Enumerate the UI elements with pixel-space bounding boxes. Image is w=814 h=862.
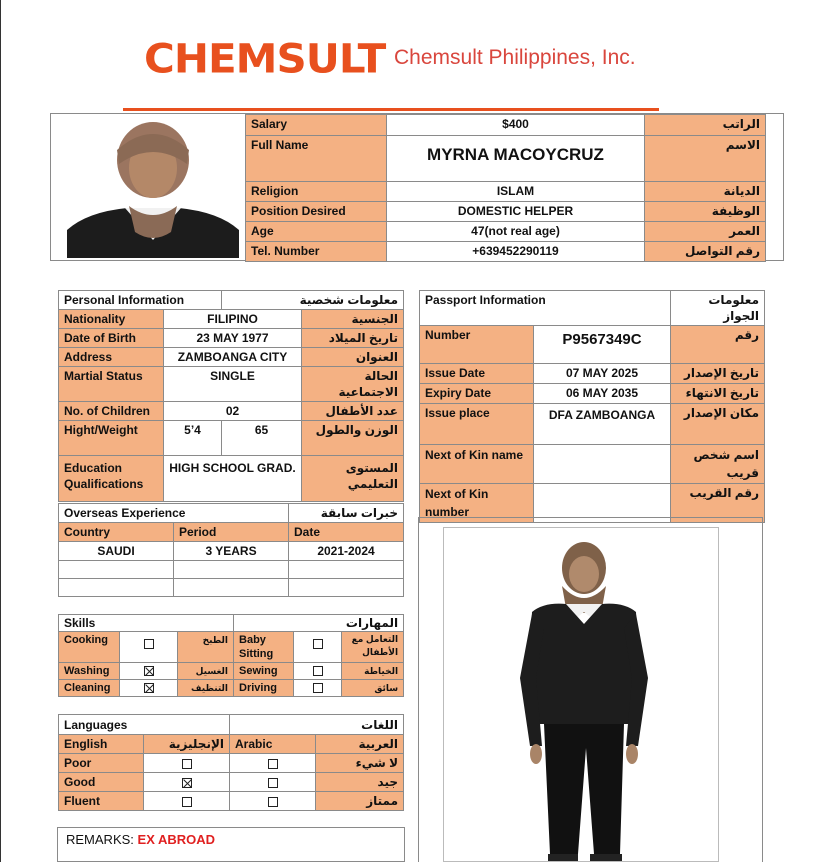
cooking-label: Cooking (59, 632, 120, 663)
company-logo (144, 36, 385, 82)
skills-table (58, 614, 404, 697)
level-label: Fluent (59, 792, 144, 811)
expiry-date-value: 06 MAY 2035 (534, 384, 671, 404)
overseas-country (59, 579, 174, 597)
issue-date-label-ar: تاريخ الإصدار (671, 364, 765, 384)
marital-value: SINGLE (164, 367, 302, 402)
dob-label-ar: تاريخ الميلاد (302, 329, 404, 348)
position-value: DOMESTIC HELPER (387, 202, 645, 222)
arabic-fluent-checkbox[interactable] (268, 797, 278, 807)
age-label: Age (246, 222, 387, 242)
overseas-title-ar: خبرات سابقة (289, 504, 404, 523)
overseas-period: 3 YEARS (174, 542, 289, 561)
arabic-label-ar: العربية (316, 735, 404, 754)
cleaning-label: Cleaning (59, 680, 120, 697)
cooking-label-ar: الطبخ (178, 632, 234, 663)
english-fluent-checkbox[interactable] (182, 797, 192, 807)
salary-value: $400 (387, 115, 645, 136)
level-label-ar: ممتاز (316, 792, 404, 811)
arabic-good-checkbox[interactable] (268, 778, 278, 788)
salary-label-ar: الراتب (645, 115, 766, 136)
marital-label: Martial Status (59, 367, 164, 402)
driving-label-ar: سائق (342, 680, 404, 697)
address-label-ar: العنوان (302, 348, 404, 367)
kin-name-label: Next of Kin name (420, 445, 534, 484)
age-label-ar: العمر (645, 222, 766, 242)
dob-label: Date of Birth (59, 329, 164, 348)
languages-table (58, 714, 404, 811)
sewing-label-ar: الخياطة (342, 663, 404, 680)
passport-title-ar: معلومات الجواز (671, 291, 765, 326)
weight-value: 65 (222, 421, 302, 456)
arabic-label: Arabic (230, 735, 316, 754)
overseas-period (174, 579, 289, 597)
overseas-header-date: Date (289, 523, 404, 542)
passport-info-table (419, 290, 765, 523)
skills-title: Skills (59, 615, 234, 632)
applicant-photo (67, 120, 239, 258)
dob-value: 23 MAY 1977 (164, 329, 302, 348)
remarks-value: EX ABROAD (137, 832, 216, 847)
baby-sitting-checkbox[interactable] (313, 639, 323, 649)
top-info-table (245, 114, 766, 262)
salary-label: Salary (246, 115, 387, 136)
passport-number-label: Number (420, 326, 534, 364)
hw-label-ar: الوزن والطول (302, 421, 404, 456)
full-name-label-ar: الاسم (645, 136, 766, 182)
personal-info-table (58, 290, 404, 502)
hw-label: Hight/Weight (59, 421, 164, 456)
religion-label: Religion (246, 182, 387, 202)
religion-value: ISLAM (387, 182, 645, 202)
full-name-value: MYRNA MACOYCRUZ (387, 136, 645, 182)
language-level-row (59, 792, 404, 811)
washing-checkbox[interactable] (144, 666, 154, 676)
overseas-country (59, 561, 174, 579)
arabic-poor-checkbox[interactable] (268, 759, 278, 769)
level-label-ar: لا شيء (316, 754, 404, 773)
level-label: Good (59, 773, 144, 792)
remarks-box (57, 827, 405, 862)
company-name: Chemsult Philippines, Inc. (394, 46, 636, 69)
children-label: No. of Children (59, 402, 164, 421)
person-fullbody-icon (444, 528, 718, 861)
english-label: English (59, 735, 144, 754)
expiry-date-label: Expiry Date (420, 384, 534, 404)
table-row (59, 579, 404, 597)
kin-name-label-ar: اسم شخص قريب (671, 445, 765, 484)
nationality-label: Nationality (59, 310, 164, 329)
address-value: ZAMBOANGA CITY (164, 348, 302, 367)
cleaning-label-ar: التنظيف (178, 680, 234, 697)
overseas-period (174, 561, 289, 579)
driving-checkbox[interactable] (313, 683, 323, 693)
level-label-ar: جيد (316, 773, 404, 792)
english-good-checkbox[interactable] (182, 778, 192, 788)
issue-date-label: Issue Date (420, 364, 534, 384)
nationality-value: FILIPINO (164, 310, 302, 329)
tel-value: +639452290119 (387, 242, 645, 262)
personal-title: Personal Information (59, 291, 222, 310)
overseas-date: 2021-2024 (289, 542, 404, 561)
children-value: 02 (164, 402, 302, 421)
personal-title-ar: معلومات شخصية (222, 291, 404, 310)
overseas-date (289, 579, 404, 597)
table-row (59, 542, 404, 561)
cleaning-checkbox[interactable] (144, 683, 154, 693)
baby-sitting-label: Baby Sitting (234, 632, 294, 663)
washing-label: Washing (59, 663, 120, 680)
issue-date-value: 07 MAY 2025 (534, 364, 671, 384)
languages-title-ar: اللغات (230, 715, 404, 735)
logo-text: CHEMSULT (144, 35, 386, 82)
english-label-ar: الإنجليزية (144, 735, 230, 754)
languages-title: Languages (59, 715, 230, 735)
sewing-checkbox[interactable] (313, 666, 323, 676)
overseas-title: Overseas Experience (59, 504, 289, 523)
language-level-row (59, 773, 404, 792)
english-poor-checkbox[interactable] (182, 759, 192, 769)
header-divider (123, 108, 659, 111)
marital-label-ar: الحالة الاجتماعية (302, 367, 404, 402)
age-value: 47(not real age) (387, 222, 645, 242)
passport-title: Passport Information (420, 291, 671, 326)
overseas-table (58, 503, 404, 597)
driving-label: Driving (234, 680, 294, 697)
passport-number-label-ar: رقم (671, 326, 765, 364)
skills-title-ar: المهارات (234, 615, 404, 632)
table-row (59, 561, 404, 579)
tel-label: Tel. Number (246, 242, 387, 262)
issue-place-label: Issue place (420, 404, 534, 445)
overseas-header-country: Country (59, 523, 174, 542)
tel-label-ar: رقم التواصل (645, 242, 766, 262)
religion-label-ar: الديانة (645, 182, 766, 202)
kin-number-label: Next of Kin number (420, 484, 534, 523)
overseas-header-period: Period (174, 523, 289, 542)
address-label: Address (59, 348, 164, 367)
cooking-checkbox[interactable] (144, 639, 154, 649)
overseas-date (289, 561, 404, 579)
washing-label-ar: الغسيل (178, 663, 234, 680)
applicant-full-photo (443, 527, 719, 862)
issue-place-label-ar: مكان الإصدار (671, 404, 765, 445)
issue-place-value: DFA ZAMBOANGA (534, 404, 671, 445)
kin-name-value (534, 445, 671, 484)
baby-sitting-label-ar: التعامل مع الأطفال (342, 632, 404, 663)
nationality-label-ar: الجنسية (302, 310, 404, 329)
expiry-date-label-ar: تاريخ الانتهاء (671, 384, 765, 404)
person-portrait-icon (67, 120, 239, 258)
level-label: Poor (59, 754, 144, 773)
passport-number-value: P9567349C (534, 326, 671, 364)
position-label: Position Desired (246, 202, 387, 222)
kin-number-label-ar: رقم القريب (671, 484, 765, 523)
overseas-country: SAUDI (59, 542, 174, 561)
education-value: HIGH SCHOOL GRAD. (164, 456, 302, 502)
children-label-ar: عدد الأطفال (302, 402, 404, 421)
position-label-ar: الوظيفة (645, 202, 766, 222)
education-label-ar: المستوى التعليمي (302, 456, 404, 502)
language-level-row (59, 754, 404, 773)
sewing-label: Sewing (234, 663, 294, 680)
education-label: Education Qualifications (59, 456, 164, 502)
height-value: 5’4 (164, 421, 222, 456)
full-name-label: Full Name (246, 136, 387, 182)
remarks-label: REMARKS: (66, 832, 134, 847)
